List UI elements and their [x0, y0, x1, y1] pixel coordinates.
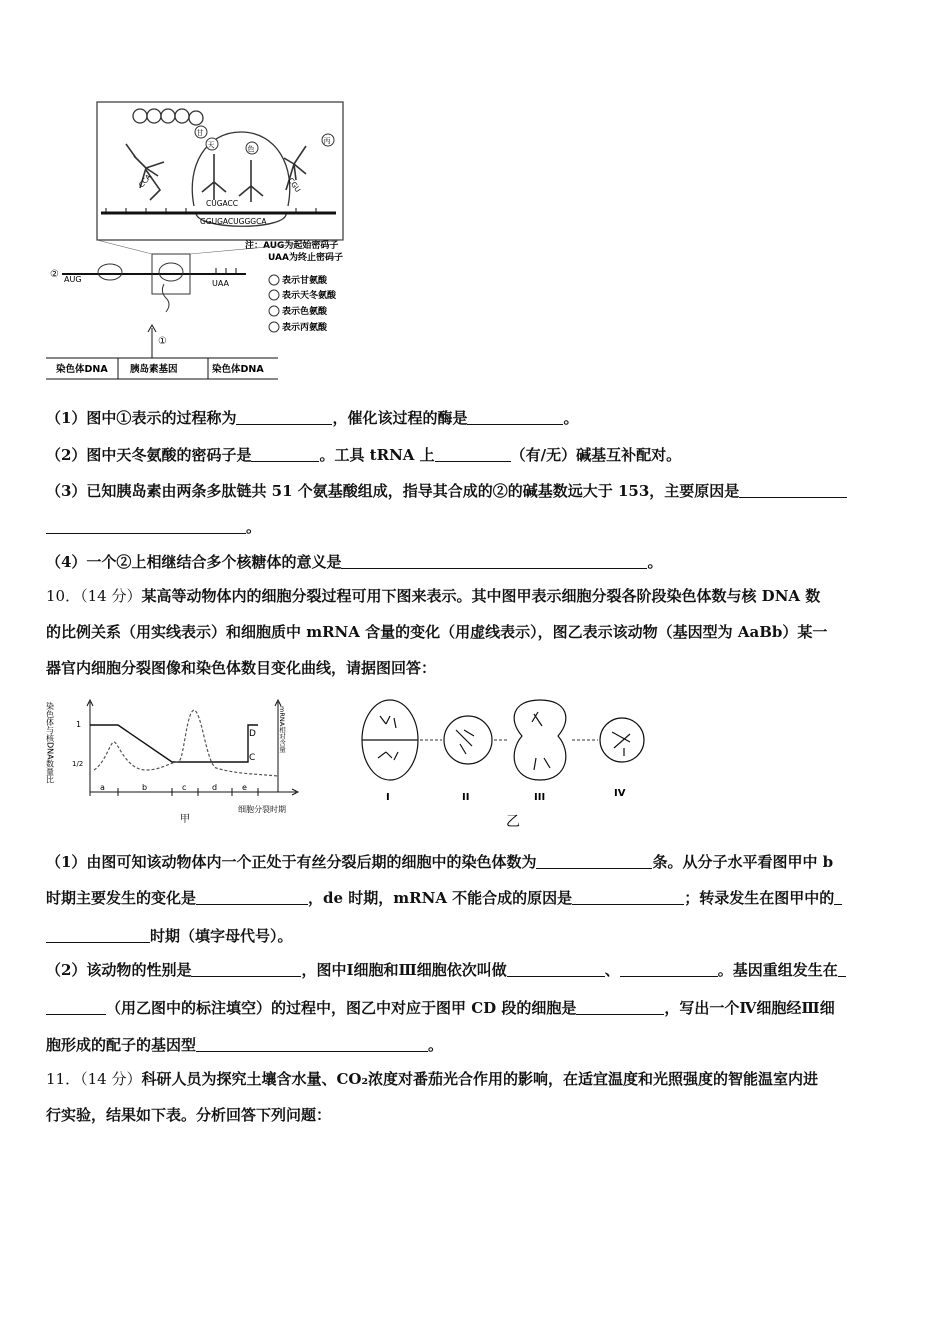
cell-label-II: II [462, 792, 470, 803]
cell-III [514, 700, 566, 780]
q9-blank-5b[interactable] [46, 518, 246, 534]
point-D: D [249, 729, 256, 739]
q10-blank-10[interactable] [196, 1036, 428, 1052]
gene-label: 胰岛素基因 [130, 364, 178, 375]
q9-blank-4[interactable] [435, 446, 511, 462]
cells-caption: 乙 [506, 814, 520, 830]
q9-blank-1[interactable] [236, 409, 332, 425]
graph-caption: 甲 [180, 814, 190, 825]
q10-sub2-line3: 胞形成的配子的基因型 。 [46, 1036, 444, 1054]
note-asp: 表示天冬氨酸 [282, 291, 337, 301]
graph-jia [46, 692, 316, 830]
graph-xlabel: 细胞分裂时期 [238, 805, 286, 814]
q10-blank-4[interactable] [46, 927, 150, 943]
cell-label-I: I [386, 792, 390, 803]
q9-blank-5[interactable] [739, 482, 847, 498]
q10-blank-4a[interactable] [834, 889, 842, 905]
phase-b: b [142, 783, 148, 792]
q10-blank-3[interactable] [572, 889, 684, 905]
amino-ala-label: 丙 [323, 137, 331, 145]
q11-stem-2: 行实验，结果如下表。分析回答下列问题： [46, 1106, 332, 1124]
note-stop: UAA为终止密码子 [268, 253, 343, 263]
phase-e: e [242, 783, 247, 792]
point-C: C [249, 753, 256, 763]
dna-left-label: 染色体DNA [56, 364, 108, 375]
amino-trp-label: 色 [247, 145, 255, 153]
graph-ylabel2: mRNA相对含量 [278, 706, 286, 753]
dashed-mrna-line [94, 710, 278, 776]
q9-blank-3[interactable] [251, 446, 319, 462]
q10-sub1-line1: （1）由图可知该动物体内一个正处于有丝分裂后期的细胞中的染色体数为 条。从分子水平看图甲中 b [46, 853, 834, 871]
label-1: ① [158, 336, 167, 347]
q9-line-3b: 。 [46, 517, 902, 537]
cell-II [444, 716, 492, 764]
note-trp: 表示色氨酸 [282, 307, 328, 317]
phase-d: d [212, 783, 218, 792]
stop-codon-label: UAA [212, 279, 230, 288]
cell-division-images [358, 692, 658, 830]
q9-blank-2[interactable] [467, 409, 563, 425]
q9-line-4: （4）一个②上相继结合多个核糖体的意义是 。 [46, 553, 663, 571]
q10-sub2-line2: （用乙图中的标注填空）的过程中，图乙中对应于图甲 CD 段的细胞是 ，写出一个Ⅳ细胞经Ⅲ细 [46, 998, 902, 1018]
q11-stem-1: 11．（14 分）科研人员为探究土壤含水量、CO₂浓度对番茄光合作用的影响，在适宜温度和光照强度的智能温室内进 [46, 1070, 819, 1088]
q10-blank-6[interactable] [507, 961, 605, 977]
cell-label-III: III [534, 792, 546, 803]
q10-blank-1[interactable] [536, 853, 652, 869]
start-codon-label: AUG [64, 275, 82, 284]
q10-sub1-line2: 时期主要发生的变化是 ，de 时期，mRNA 不能合成的原因是 ；转录发生在图甲中的 [46, 888, 902, 908]
q9-blank-6[interactable] [341, 553, 647, 569]
cell-IV [600, 718, 644, 762]
q10-stem-1: 10．（14 分）某高等动物体内的细胞分裂过程可用下图来表示。其中图甲表示细胞分裂各阶段染色体数与核 DNA 数 [46, 587, 821, 605]
graph-ylabel: 染色体与核DNA数量比 [46, 702, 55, 784]
q10-stem-2: 的比例关系（用实线表示）和细胞质中 mRNA 含量的变化（用虚线表示），图乙表示该动物（基因型为 AaBb）某一 [46, 623, 828, 641]
q10-blank-7[interactable] [620, 961, 718, 977]
anticodon-left: CCA [137, 172, 153, 190]
phase-c: c [182, 783, 187, 792]
mrna-sequence: GGUGACUGGGCA [200, 217, 267, 226]
q10-blank-5[interactable] [191, 961, 301, 977]
anticodon-mid: CUGACC [206, 199, 239, 208]
q9-line-2: （2）图中天冬氨酸的密码子是 。工具 tRNA 上 （有/无）碱基互补配对。 [46, 446, 682, 464]
q10-blank-8a[interactable] [838, 961, 846, 977]
q10-sub2-line1: （2）该动物的性别是 ，图中Ⅰ细胞和Ⅲ细胞依次叫做 、 。基因重组发生在 [46, 960, 902, 980]
y-tick-1: 1 [76, 720, 82, 729]
amino-gly-label: 甘 [196, 129, 204, 137]
q9-line-3: （3）已知胰岛素由两条多肽链共 51 个氨基酸组成，指导其合成的②的碱基数远大于 153，主要原因是 [46, 481, 902, 501]
q10-sub1-line3: 时期（填字母代号）。 [46, 926, 902, 946]
translation-diagram [46, 96, 376, 386]
q10-blank-8[interactable] [46, 999, 106, 1015]
q9-line-1: （1）图中①表示的过程称为 ，催化该过程的酶是 。 [46, 409, 579, 427]
amino-asp-label: 天 [207, 141, 215, 149]
peptide-chain [133, 109, 203, 125]
note-title: 注：AUG为起始密码子 [245, 241, 339, 251]
anticodon-right: CGU [286, 176, 302, 194]
trna-group [126, 144, 306, 202]
q10-stem-3: 器官内细胞分裂图像和染色体数目变化曲线，请据图回答： [46, 659, 437, 677]
label-2: ② [50, 269, 59, 280]
y-tick-half: 1/2 [72, 760, 84, 768]
cell-label-IV: IV [614, 788, 626, 799]
note-ala: 表示丙氨酸 [282, 323, 328, 333]
phase-a: a [100, 783, 105, 792]
q10-blank-2[interactable] [196, 889, 308, 905]
note-gly: 表示甘氨酸 [282, 276, 328, 286]
dna-right-label: 染色体DNA [212, 364, 264, 375]
q10-blank-9[interactable] [576, 999, 664, 1015]
